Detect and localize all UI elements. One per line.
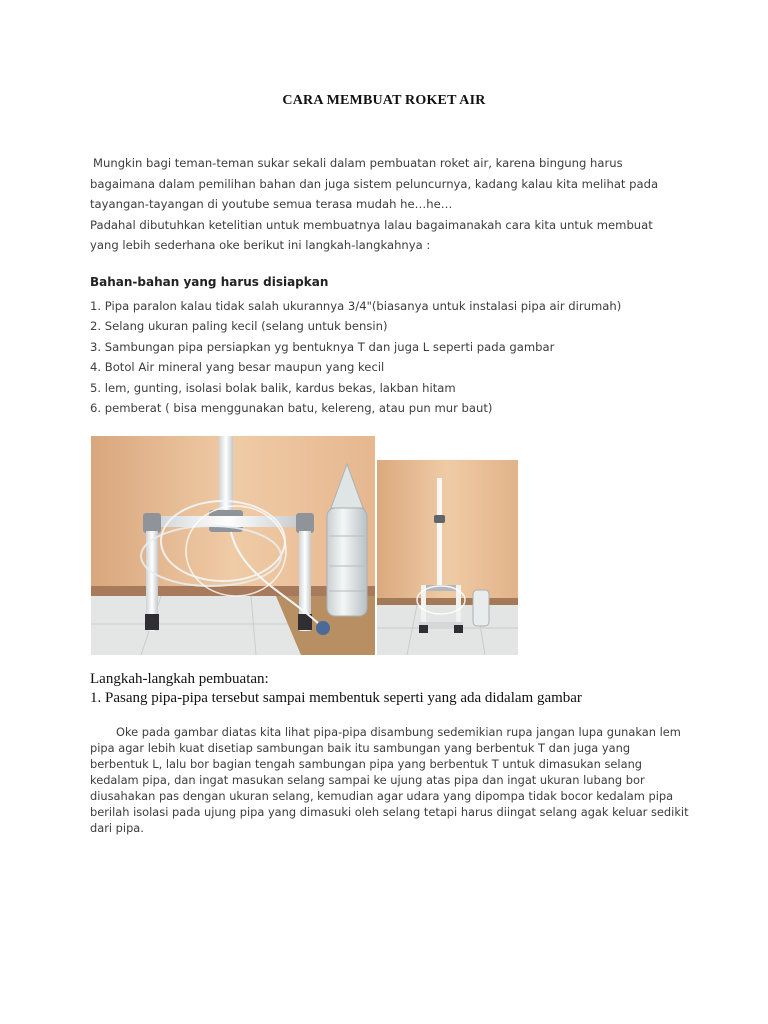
- list-item: 5. lem, gunting, isolasi bolak balik, kardus bekas, lakban hitam: [90, 380, 456, 395]
- materials-heading: Bahan-bahan yang harus disiapkan: [90, 275, 329, 289]
- materials-list: [90, 296, 621, 418]
- full-launcher-photo: [377, 460, 518, 655]
- step-explanation: Oke pada gambar diatas kita lihat pipa-pipa disambung sedemikian rupa jangan lupa gunakan lem pipa agar lebih kuat disetiap sambungan baik itu sambungan yang berbentuk T dan juga yang berbentuk L, lalu bor bagian tengah sambungan pipa yang berbentuk T untuk dimasukan selang kedalam pipa, dan ingat masukan selang sampai ke ujung atas pipa dan ingat ukuran lubang bor diusahakan pas dengan ukuran selang, kemudian agar udara yang dipompa tidak bocor kedalam pipa berilah isolasi pada ujung pipa yang dimasuki oleh selang tetapi harus diingat selang agak keluar sedikit dari pipa.: [90, 725, 689, 835]
- launcher-with-bottle-photo: [91, 436, 375, 655]
- list-item: 4. Botol Air mineral yang besar maupun yang kecil: [90, 360, 385, 375]
- list-item: 3. Sambungan pipa persiapkan yg bentuknya T dan juga L seperti pada gambar: [90, 339, 555, 354]
- list-item: 2. Selang ukuran paling kecil (selang untuk bensin): [90, 319, 388, 334]
- intro-paragraph: Padahal dibutuhkan ketelitian untuk membuatnya lalau bagaimanakah cara kita untuk membuat yang lebih sederhana oke berikut ini langkah-langkahnya :: [90, 217, 653, 252]
- intro-paragraph: Mungkin bagi teman-teman sukar sekali dalam pembuatan roket air, karena bingung harus bagaimana dalam pemilihan bahan dan juga sistem peluncurnya, kadang kalau kita melihat pada tayangan-tayangan di youtube semua terasa mudah he…he…: [90, 156, 659, 211]
- intro-section: [90, 153, 680, 256]
- step-title: 1. Pasang pipa-pipa tersebut sampai membentuk seperti yang ada didalam gambar: [90, 690, 582, 706]
- page-title: CARA MEMBUAT ROKET AIR: [282, 93, 486, 108]
- steps-heading: Langkah-langkah pembuatan:: [90, 671, 269, 687]
- list-item: 6. pemberat ( bisa menggunakan batu, kelereng, atau pun mur baut): [90, 401, 493, 416]
- list-item: 1. Pipa paralon kalau tidak salah ukurannya 3/4"(biasanya untuk instalasi pipa air dirumah): [90, 299, 622, 313]
